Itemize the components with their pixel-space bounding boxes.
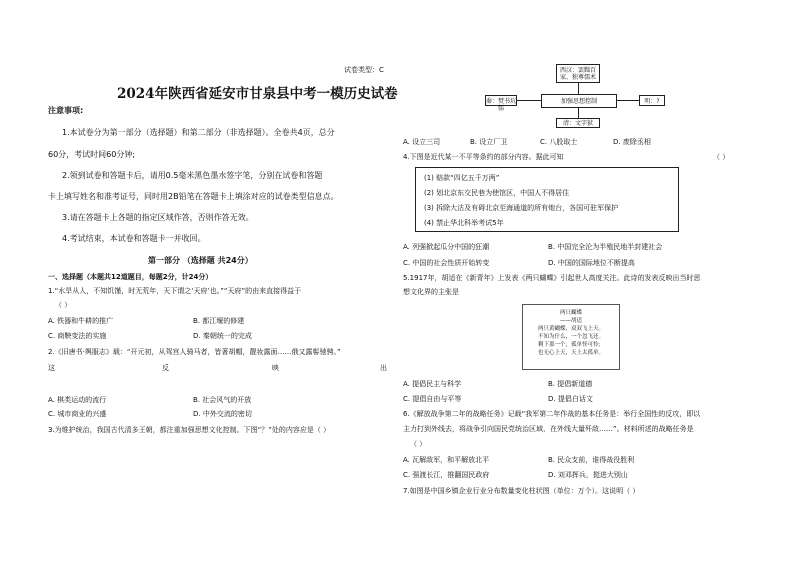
q5-stem-1: 5.1917年，胡适在《新青年》上发表《两只蝴蝶》引起世人高度关注。此诗的发表反映出当时思 <box>403 274 701 282</box>
q6-option-b: B. 民众支前，谁得战役胜利 <box>548 456 635 464</box>
diagram-bottom-box: 清：文字狱 <box>556 118 600 128</box>
notice-item-4: 4.考试结束，本试卷和答题卡一并收回。 <box>62 234 206 243</box>
q4-option-c: C. 中国的社会性质开始转变 <box>403 259 490 267</box>
q2-word-2: 反 <box>162 364 169 372</box>
poem-author: ——胡适 <box>559 318 582 324</box>
q4-item-2: (2) 划北京东交民巷为使馆区，中国人不得居住 <box>424 189 570 197</box>
q2-word-1: 这 <box>48 364 55 372</box>
q4-item-4: (4) 禁止华北科举考试5年 <box>424 219 504 227</box>
q1-option-c: C. 商鞅变法的实施 <box>48 332 107 340</box>
q3-option-a: A. 设立三司 <box>403 138 441 146</box>
q6-stem-2: 主力打到外线去，将战争引向国民党统治区域，在外线大量歼敌……”。材料所述的战略任务是 <box>403 425 694 433</box>
q3-stem: 3.为维护统治，我国古代清多王朝，都注重加强思想文化控制。下图“？”处的内容应是（ ） <box>48 426 331 434</box>
q4-treaty-box <box>415 167 679 232</box>
q4-paren: （ ） <box>713 153 730 161</box>
q6-option-a: A. 瓦解敌军，和平解放北平 <box>403 456 490 464</box>
q5-poem-box <box>522 304 620 370</box>
q3-option-c: C. 八股取士 <box>540 138 578 146</box>
q3-option-d: D. 废除丞相 <box>613 138 651 146</box>
diagram-right-box: 明：? <box>639 95 665 106</box>
q5-option-c: C. 提倡自由与平等 <box>403 395 462 403</box>
poem-title: 两只蝴蝶 <box>559 310 582 316</box>
notice-item-1b: 60分，考试时间60分钟; <box>48 150 136 159</box>
q6-option-c: C. 强渡长江，推翻国民政府 <box>403 471 490 479</box>
poem-line: 也无心上天，天上太孤单。 <box>537 350 604 356</box>
q2-word-3: 映 <box>272 364 279 372</box>
q2-word-4: 出 <box>380 364 387 372</box>
q4-item-1: (1) 赔款“四亿五千万两” <box>424 174 500 182</box>
diagram-top-box: 西汉：罢黜百家，独尊儒术 <box>556 64 600 83</box>
poem-line: 两只黄蝴蝶，双双飞上天。 <box>537 326 604 332</box>
q2-stem: 2.《旧唐书·舆服志》载：“开元初，从驾宫人骑马者，皆著胡帽，靓妆露面……俄又露髻驰骋。” <box>48 348 341 356</box>
notice-item-2a: 2.领到试卷和答题卡后，请用0.5毫米黑色墨水签字笔，分别在试卷和答题 <box>62 171 323 180</box>
exam-type: 试卷类型：C <box>344 66 384 74</box>
q5-option-d: D. 提倡白话文 <box>548 395 593 403</box>
q2-option-d: D. 中外交流的密切 <box>193 410 252 418</box>
q4-stem: 4.下图是近代某一不平等条约的部分内容。据此可知 <box>403 153 564 161</box>
poem-line: 不知为什么，一个忽飞还。 <box>537 334 604 340</box>
q2-option-a: A. 棋类运动的流行 <box>48 396 107 404</box>
q7-stem: 7.如图是中国乡镇企业行业分布数量变化柱状图（单位：万个）。这说明（ ） <box>403 487 640 495</box>
notice-heading: 注意事项: <box>48 106 84 115</box>
q1-option-b: B. 都江堰的修建 <box>193 317 245 325</box>
notice-item-3: 3.请在答题卡上各题的指定区域作答，否则作答无效。 <box>62 213 254 222</box>
q6-stem-1: 6.《解放战争第二年的战略任务》记载“我军第二年作战的基本任务是：举行全国性的反攻，即以 <box>403 410 701 418</box>
q3-option-b: B. 设立厂卫 <box>470 138 508 146</box>
diagram-left-box: 秦：焚书坑儒 <box>485 95 517 106</box>
q5-option-a: A. 提倡民主与科学 <box>403 380 462 388</box>
q4-option-d: D. 中国的国际地位不断提高 <box>548 259 635 267</box>
q6-option-d: D. 刘邓挥兵，挺进大别山 <box>548 471 628 479</box>
q1-option-d: D. 秦朝统一的完成 <box>193 332 252 340</box>
poem-line: 剩下那一个，孤单怪可怜； <box>537 342 604 348</box>
q1-paren: （ ） <box>55 301 72 309</box>
q4-option-b: B. 中国完全沦为半殖民地半封建社会 <box>548 243 663 251</box>
q5-option-b: B. 提倡新道德 <box>548 380 593 388</box>
notice-item-2b: 卡上填写姓名和准考证号，同时用2B铅笔在答题卡上填涂对应的试卷类型信息点。 <box>48 192 339 201</box>
q2-option-b: B. 社会风气的开放 <box>193 396 252 404</box>
section-heading: 一、选择题（本题共12道题目，每题2分，计24分） <box>48 273 213 281</box>
q4-item-3: (3) 拆除大沽及有碍北京至海通道的所有炮台，各国可驻军保护 <box>424 204 619 212</box>
page-title: 2024年陕西省延安市甘泉县中考一模历史试卷 <box>117 86 398 102</box>
notice-item-1a: 1.本试卷分为第一部分（选择题）和第二部分（非选择题）。全卷共4页，总分 <box>62 128 335 137</box>
diagram-center-box: 加强思想控制 <box>541 94 617 108</box>
q2-option-c: C. 城市商业的兴盛 <box>48 410 107 418</box>
q6-paren: （ ） <box>410 440 427 448</box>
q1-stem: 1.“水旱从人，不知饥馑，时无荒年，天下谓之‘天府’也。”“天府”的由来直接得益于 <box>48 287 302 295</box>
q4-option-a: A. 列强掀起瓜分中国的狂潮 <box>403 243 490 251</box>
q1-option-a: A. 铁器和牛耕的推广 <box>48 317 114 325</box>
q5-stem-2: 想文化界的主张是 <box>403 288 459 296</box>
part1-title: 第一部分 （选择题 共24分） <box>148 256 253 265</box>
